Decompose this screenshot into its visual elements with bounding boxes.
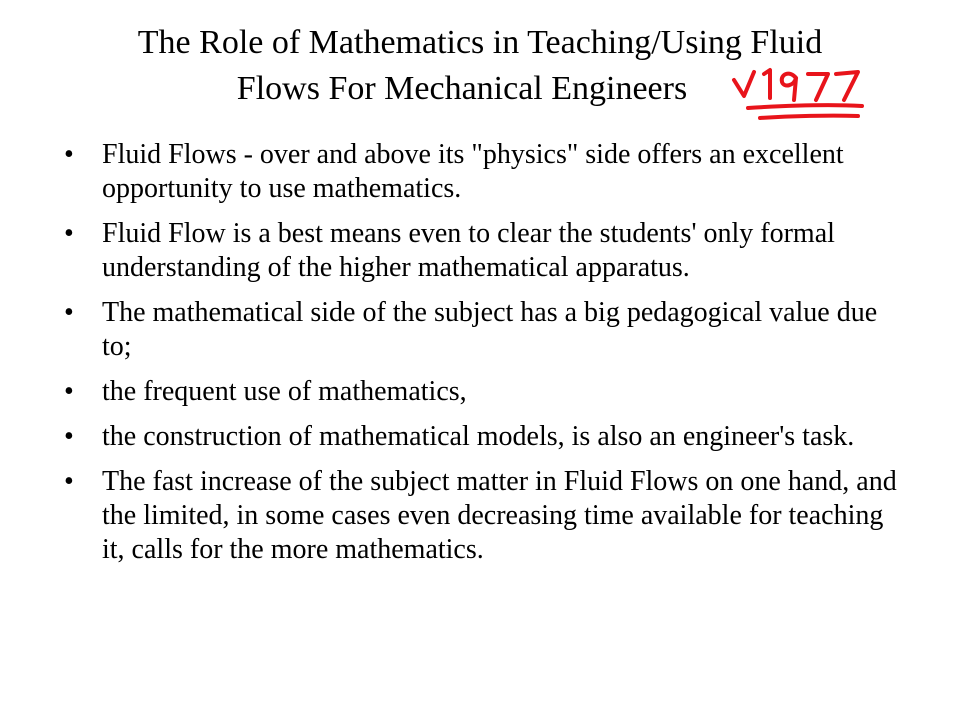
bullet-dot: • [64, 218, 74, 249]
title-line-2: Flows For Mechanical Engineers [236, 70, 688, 107]
bullet-dot: • [64, 139, 74, 170]
bullet-item [60, 296, 910, 364]
bullet-item [60, 138, 910, 206]
bullet-dot: • [64, 421, 74, 452]
bullet-item [60, 420, 910, 454]
bullet-dot: • [64, 466, 74, 497]
bullet-text: The mathematical side of the subject has a big pedagogical value due to; [102, 297, 878, 362]
bullet-text: the frequent use of mathematics, [102, 376, 467, 407]
bullet-text: Fluid Flow is a best means even to clear the students' only formal understanding of the higher mathematical apparatus. [102, 218, 835, 283]
bullet-item [60, 465, 910, 567]
bullet-text: the construction of mathematical models, is also an engineer's task. [102, 421, 855, 452]
bullet-text: Fluid Flows - over and above its "physics" side offers an excellent opportunity to use mathematics. [102, 139, 844, 204]
bullet-dot: • [64, 376, 74, 407]
bullet-item [60, 217, 910, 285]
bullet-list [60, 138, 910, 578]
title-line-1: The Role of Mathematics in Teaching/Using Fluid [137, 24, 823, 61]
bullet-text: The fast increase of the subject matter in Fluid Flows on one hand, and the limited, in some cases even decreasing time available for teaching it, calls for the more mathematics. [102, 466, 897, 565]
handwritten-annotation [730, 66, 870, 130]
bullet-item [60, 375, 910, 409]
bullet-dot: • [64, 297, 74, 328]
